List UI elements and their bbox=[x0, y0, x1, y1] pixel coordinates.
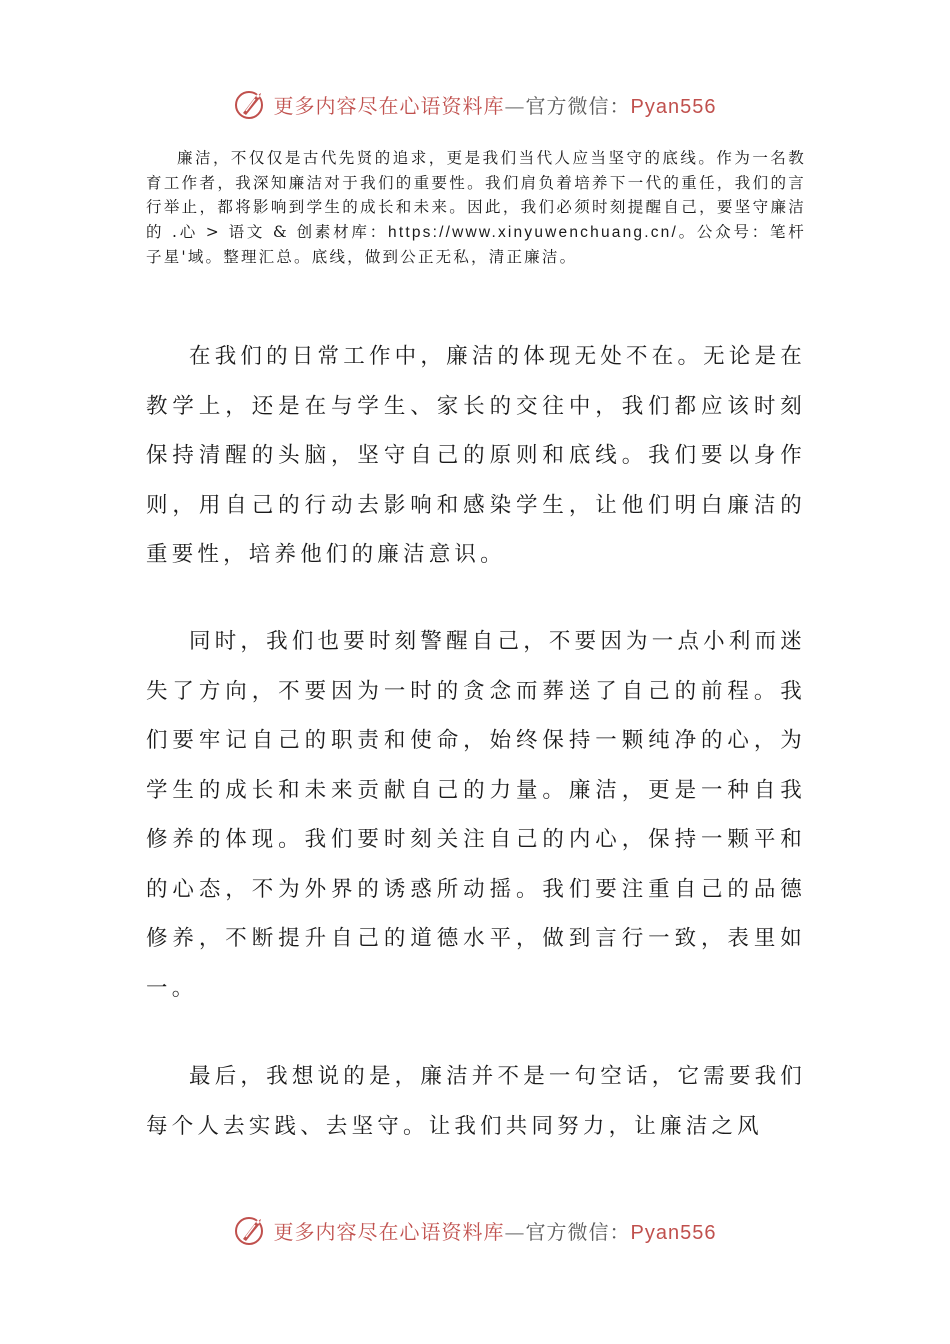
banner-wechat-label: 官方微信： bbox=[525, 1219, 631, 1244]
banner-main: 更多内容尽在心语资料库 bbox=[273, 1219, 505, 1244]
banner-dash: — bbox=[504, 93, 526, 118]
banner-wechat-id: Pyan556 bbox=[630, 95, 717, 118]
intro-paragraph bbox=[146, 146, 806, 270]
body-paragraph: 在我们的日常工作中，廉洁的体现无处不在。无论是在教学上，还是在与学生、家长的交往中，我们都应该时刻保持清醒的头脑，坚守自己的原则和底线。我们要以身作则，用自己的行动去影响和感染学生，让他们明白廉洁的重要性，培养他们的廉洁意识。 bbox=[146, 344, 806, 567]
header-banner bbox=[0, 84, 950, 124]
body-paragraph: 最后，我想说的是，廉洁并不是一句空话，它需要我们每个人去实践、去坚守。让我们共同努力，让廉洁之风 bbox=[146, 1064, 806, 1139]
footer-banner bbox=[0, 1210, 950, 1250]
pen-nib-logo-icon bbox=[234, 1213, 268, 1247]
banner-text bbox=[274, 1216, 717, 1245]
banner-main: 更多内容尽在心语资料库 bbox=[273, 93, 505, 118]
intro-text-before: 廉洁，不仅仅是古代先贤的追求，更是我们当代人应当坚守的底线。作为一名教育工作者，我深知廉洁对于我们的重要性。我们肩负着培养下一代的重任，我们的言行举止，都将影响到学生的成长和未来。因此，我们必须时刻提醒自己，要坚守廉洁的 .心 > 语文 & 创素材库： bbox=[146, 149, 806, 241]
body-paragraph: 同时，我们也要时刻警醒自己，不要因为一点小利而迷失了方向，不要因为一时的贪念而葬送了自己的前程。我们要牢记自己的职责和使命，始终保持一颗纯净的心，为学生的成长和未来贡献自己的力量。廉洁，更是一种自我修养的体现。我们要时刻关注自己的内心，保持一颗平和的心态，不为外界的诱惑所动摇。我们要注重自己的品德修养，不断提升自己的道德水平，做到言行一致，表里如一。 bbox=[146, 629, 806, 1001]
banner-wechat-label: 官方微信： bbox=[525, 93, 631, 118]
intro-text-after: 。公众号：笔杆子星'域。整理汇总。底线，做到公正无私，清正廉洁。 bbox=[146, 222, 806, 266]
pen-nib-logo-icon bbox=[234, 87, 268, 121]
intro-url: https://www.xinyuwenchuang.cn/ bbox=[388, 223, 679, 241]
banner-wechat-id: Pyan556 bbox=[630, 1221, 717, 1244]
banner-dash: — bbox=[504, 1219, 526, 1244]
banner-text bbox=[274, 90, 717, 119]
